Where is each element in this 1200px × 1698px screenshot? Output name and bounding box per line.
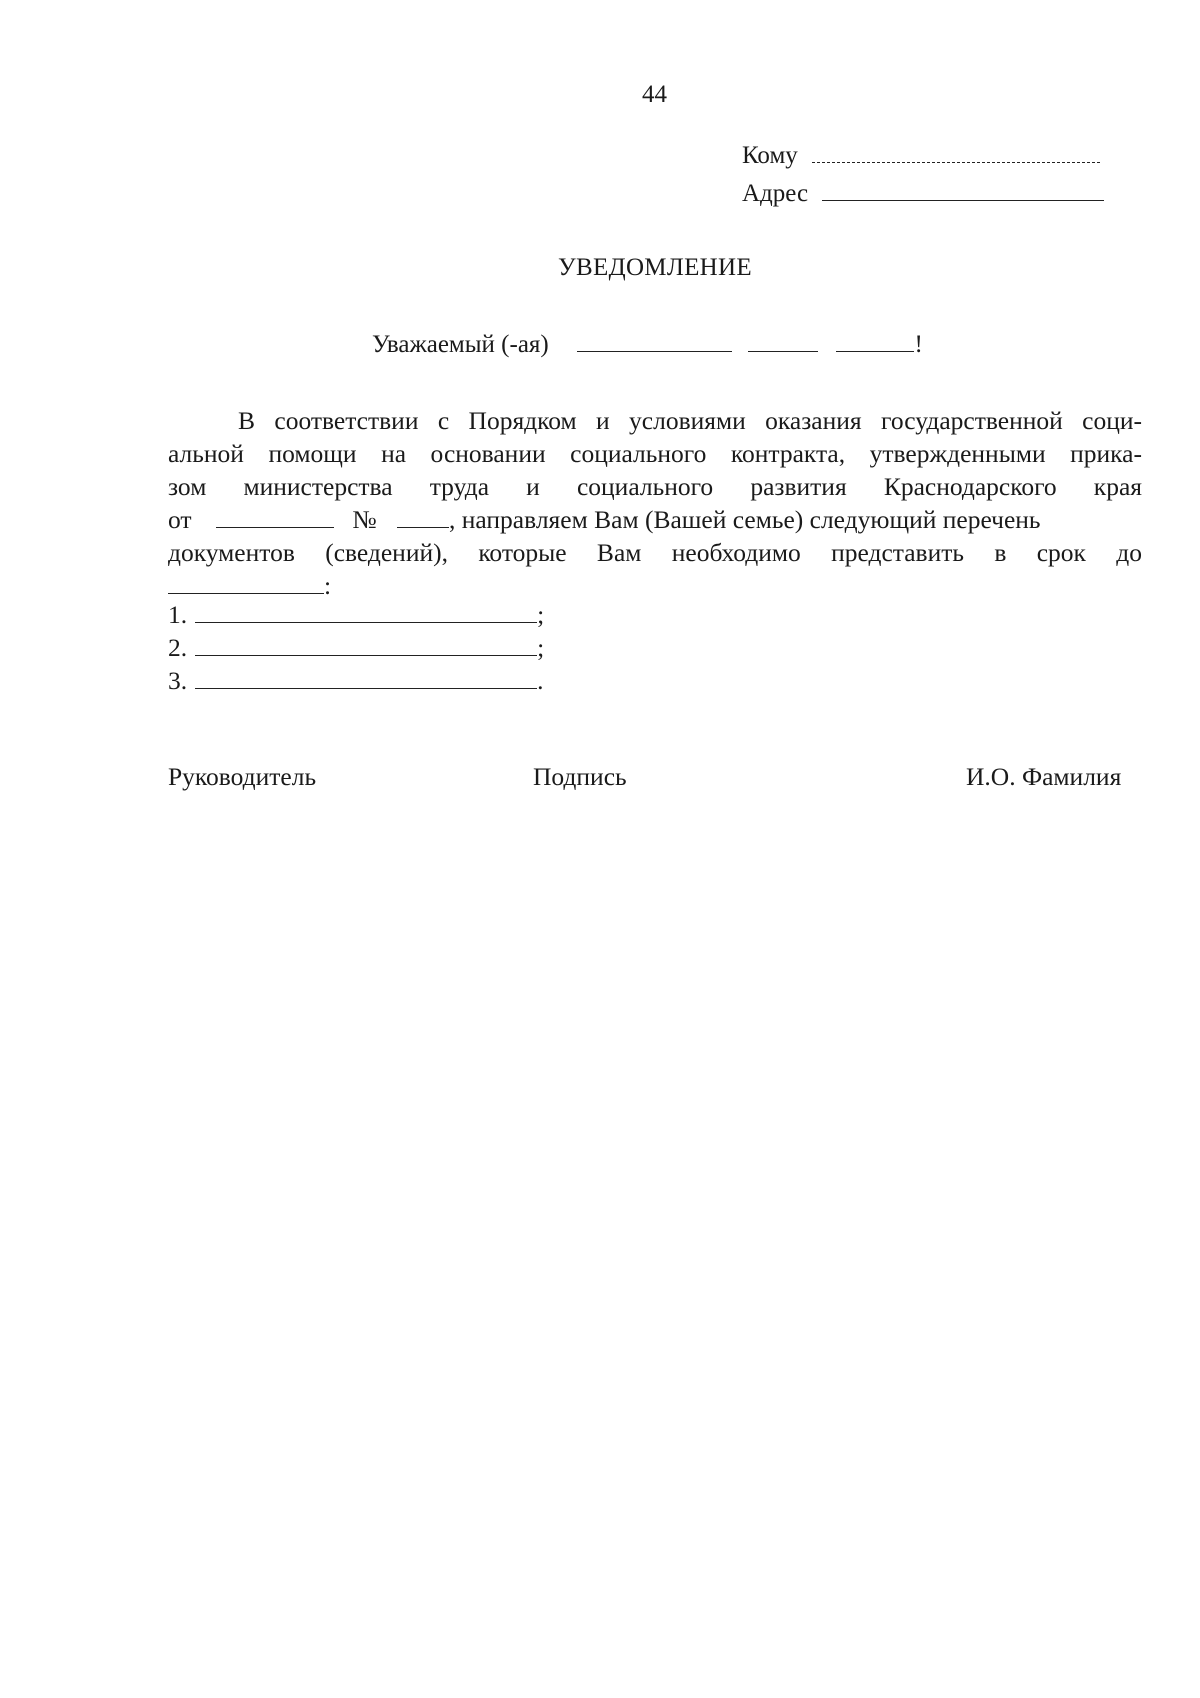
- salutation-blank-1: [577, 331, 732, 352]
- signature-position: Руководитель: [168, 762, 317, 791]
- body-line-5: документов (сведений), которые Вам необходимо представить в срок до: [168, 538, 1142, 567]
- list-item: [168, 631, 544, 664]
- list-item-blank: [195, 668, 537, 689]
- list-item: [168, 664, 544, 697]
- page-number: 44: [642, 81, 667, 108]
- deadline-blank: [168, 573, 324, 594]
- salutation-text: Уважаемый (-ая): [372, 331, 549, 358]
- signature-name: И.О. Фамилия: [966, 762, 1122, 791]
- salutation: [372, 331, 923, 357]
- list-item-end: ;: [537, 600, 545, 629]
- recipient-label: Кому: [742, 142, 798, 169]
- body-line-4-text: , направляем Вам (Вашей семье) следующий перечень: [449, 505, 1041, 534]
- list-item-number: 2.: [168, 633, 188, 662]
- order-number-label: №: [352, 505, 377, 534]
- list-item-blank: [195, 635, 537, 656]
- body-line-3: зом министерства труда и социального развития Краснодарского края: [168, 472, 1142, 501]
- documents-list: [168, 598, 544, 697]
- address-blank: [822, 180, 1104, 201]
- address-field: [742, 180, 1104, 206]
- list-item: [168, 598, 544, 631]
- order-date-blank: [216, 507, 334, 528]
- body-line-2: альной помощи на основании социального контракта, утвержденными прика-: [168, 439, 1142, 468]
- deadline-colon: :: [324, 571, 332, 600]
- body-line-4: [168, 503, 1142, 536]
- list-item-end: ;: [537, 633, 545, 662]
- salutation-end: !: [914, 331, 923, 358]
- address-label: Адрес: [742, 180, 809, 207]
- body-paragraph: [168, 404, 1142, 602]
- order-date-prefix: от: [168, 505, 192, 534]
- list-item-number: 1.: [168, 600, 188, 629]
- list-item-blank: [195, 602, 537, 623]
- signature-label: Подпись: [533, 762, 627, 791]
- salutation-blank-2: [748, 331, 818, 352]
- document-title: УВЕДОМЛЕНИЕ: [558, 254, 752, 281]
- list-item-number: 3.: [168, 666, 188, 695]
- body-line-1: В соответствии с Порядком и условиями оказания государственной соци-: [238, 406, 1142, 435]
- salutation-blank-3: [836, 331, 914, 352]
- recipient-blank: [812, 142, 1100, 163]
- list-item-end: .: [537, 666, 544, 695]
- recipient-field: [742, 142, 1100, 168]
- order-number-blank: [397, 507, 449, 528]
